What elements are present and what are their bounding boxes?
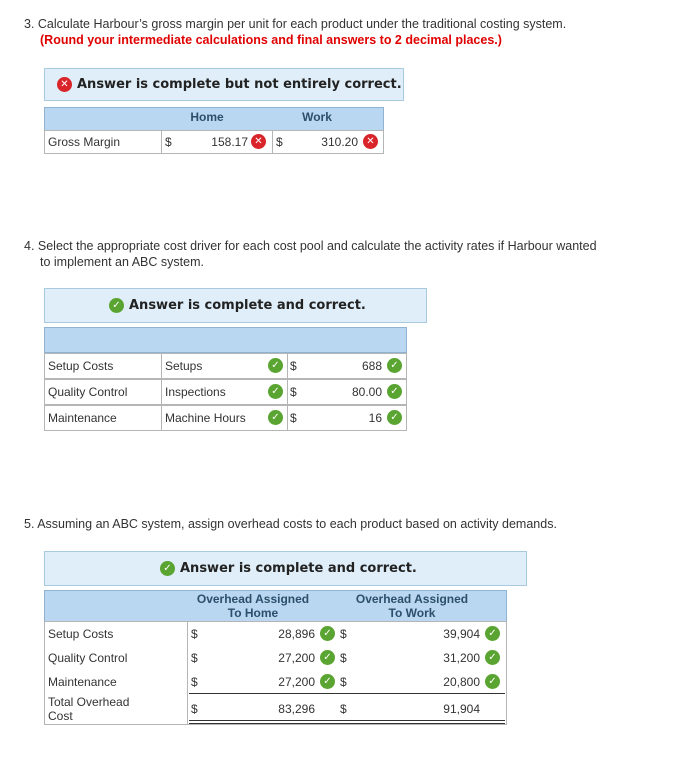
q4-driver-select[interactable]: Machine Hours <box>161 405 288 431</box>
q3-col-home: Home <box>190 110 224 124</box>
q3-question-text: 3. Calculate Harbour’s gross margin per unit for each product under the traditional costing system. <box>24 17 567 31</box>
q5-work-value: 31,200 <box>443 651 480 665</box>
q5-work-value: 20,800 <box>443 675 480 689</box>
q4-status-banner <box>44 288 427 323</box>
q5-question-text: 5. Assuming an ABC system, assign overhead costs to each product based on activity demands. <box>24 517 557 531</box>
currency-symbol: $ <box>340 627 347 641</box>
currency-symbol: $ <box>191 651 198 665</box>
error-icon: ✕ <box>251 134 266 149</box>
check-icon: ✓ <box>109 298 124 313</box>
q4-question-text-line2: to implement an ABC system. <box>40 255 204 269</box>
currency-symbol: $ <box>191 627 198 641</box>
q5-col-work-l2: To Work <box>388 606 436 620</box>
q5-total-label-l1: Total Overhead <box>48 695 130 709</box>
q5-row-label: Setup Costs <box>48 627 114 641</box>
error-icon: ✕ <box>57 77 72 92</box>
check-icon: ✓ <box>387 358 402 373</box>
q3-work-value: 310.20 <box>321 135 358 149</box>
q5-status-banner <box>44 551 527 586</box>
q3-rounding-note: (Round your intermediate calculations and final answers to 2 decimal places.) <box>40 33 502 47</box>
q5-home-value: 27,200 <box>278 651 315 665</box>
q4-pool-label: Quality Control <box>44 379 162 405</box>
currency-symbol: $ <box>340 651 347 665</box>
currency-symbol: $ <box>276 135 283 149</box>
q4-table-header <box>44 327 407 353</box>
q4-driver-select[interactable]: Setups <box>161 353 288 379</box>
currency-symbol: $ <box>191 702 198 716</box>
q3-col-work: Work <box>302 110 332 124</box>
check-icon: ✓ <box>485 650 500 665</box>
check-icon: ✓ <box>485 626 500 641</box>
q5-col-home-l2: To Home <box>227 606 279 620</box>
q3-status-text: Answer is complete but not entirely correct. <box>77 77 402 92</box>
q4-question-text-line1: 4. Select the appropriate cost driver for each cost pool and calculate the activity rates if Harbour wanted <box>24 239 597 253</box>
total-double-rule <box>189 720 505 721</box>
q3-row-label: Gross Margin <box>44 130 162 154</box>
currency-symbol: $ <box>290 385 297 399</box>
q5-col-work-l1: Overhead Assigned <box>355 592 469 606</box>
q5-total-work: 91,904 <box>443 702 480 716</box>
q4-rate-value: 688 <box>361 359 382 373</box>
subtotal-rule <box>189 693 505 694</box>
q3-home-value: 158.17 <box>211 135 248 149</box>
q5-total-label-l2: Cost <box>48 709 73 723</box>
check-icon: ✓ <box>160 561 175 576</box>
q5-row-label: Quality Control <box>48 651 128 665</box>
currency-symbol: $ <box>191 675 198 689</box>
check-icon: ✓ <box>268 358 283 373</box>
q4-status-text: Answer is complete and correct. <box>129 298 366 313</box>
q5-home-value: 28,896 <box>278 627 315 641</box>
q4-driver-select[interactable]: Inspections <box>161 379 288 405</box>
q5-work-value: 39,904 <box>443 627 480 641</box>
currency-symbol: $ <box>290 411 297 425</box>
total-double-rule <box>189 723 505 724</box>
q4-pool-label: Maintenance <box>44 405 162 431</box>
q5-col-home-l1: Overhead Assigned <box>196 592 310 606</box>
check-icon: ✓ <box>268 384 283 399</box>
check-icon: ✓ <box>387 384 402 399</box>
q4-pool-label: Setup Costs <box>44 353 162 379</box>
error-icon: ✕ <box>363 134 378 149</box>
check-icon: ✓ <box>320 626 335 641</box>
currency-symbol: $ <box>290 359 297 373</box>
check-icon: ✓ <box>320 650 335 665</box>
check-icon: ✓ <box>320 674 335 689</box>
currency-symbol: $ <box>165 135 172 149</box>
column-divider <box>187 621 188 725</box>
check-icon: ✓ <box>387 410 402 425</box>
currency-symbol: $ <box>340 702 347 716</box>
q5-row-label: Maintenance <box>48 675 117 689</box>
q3-status-banner <box>44 68 404 101</box>
currency-symbol: $ <box>340 675 347 689</box>
q4-rate-value: 16 <box>368 411 382 425</box>
check-icon: ✓ <box>485 674 500 689</box>
q5-home-value: 27,200 <box>278 675 315 689</box>
check-icon: ✓ <box>268 410 283 425</box>
q5-total-home: 83,296 <box>278 702 315 716</box>
q4-rate-value: 80.00 <box>351 385 382 399</box>
q5-status-text: Answer is complete and correct. <box>180 561 417 576</box>
